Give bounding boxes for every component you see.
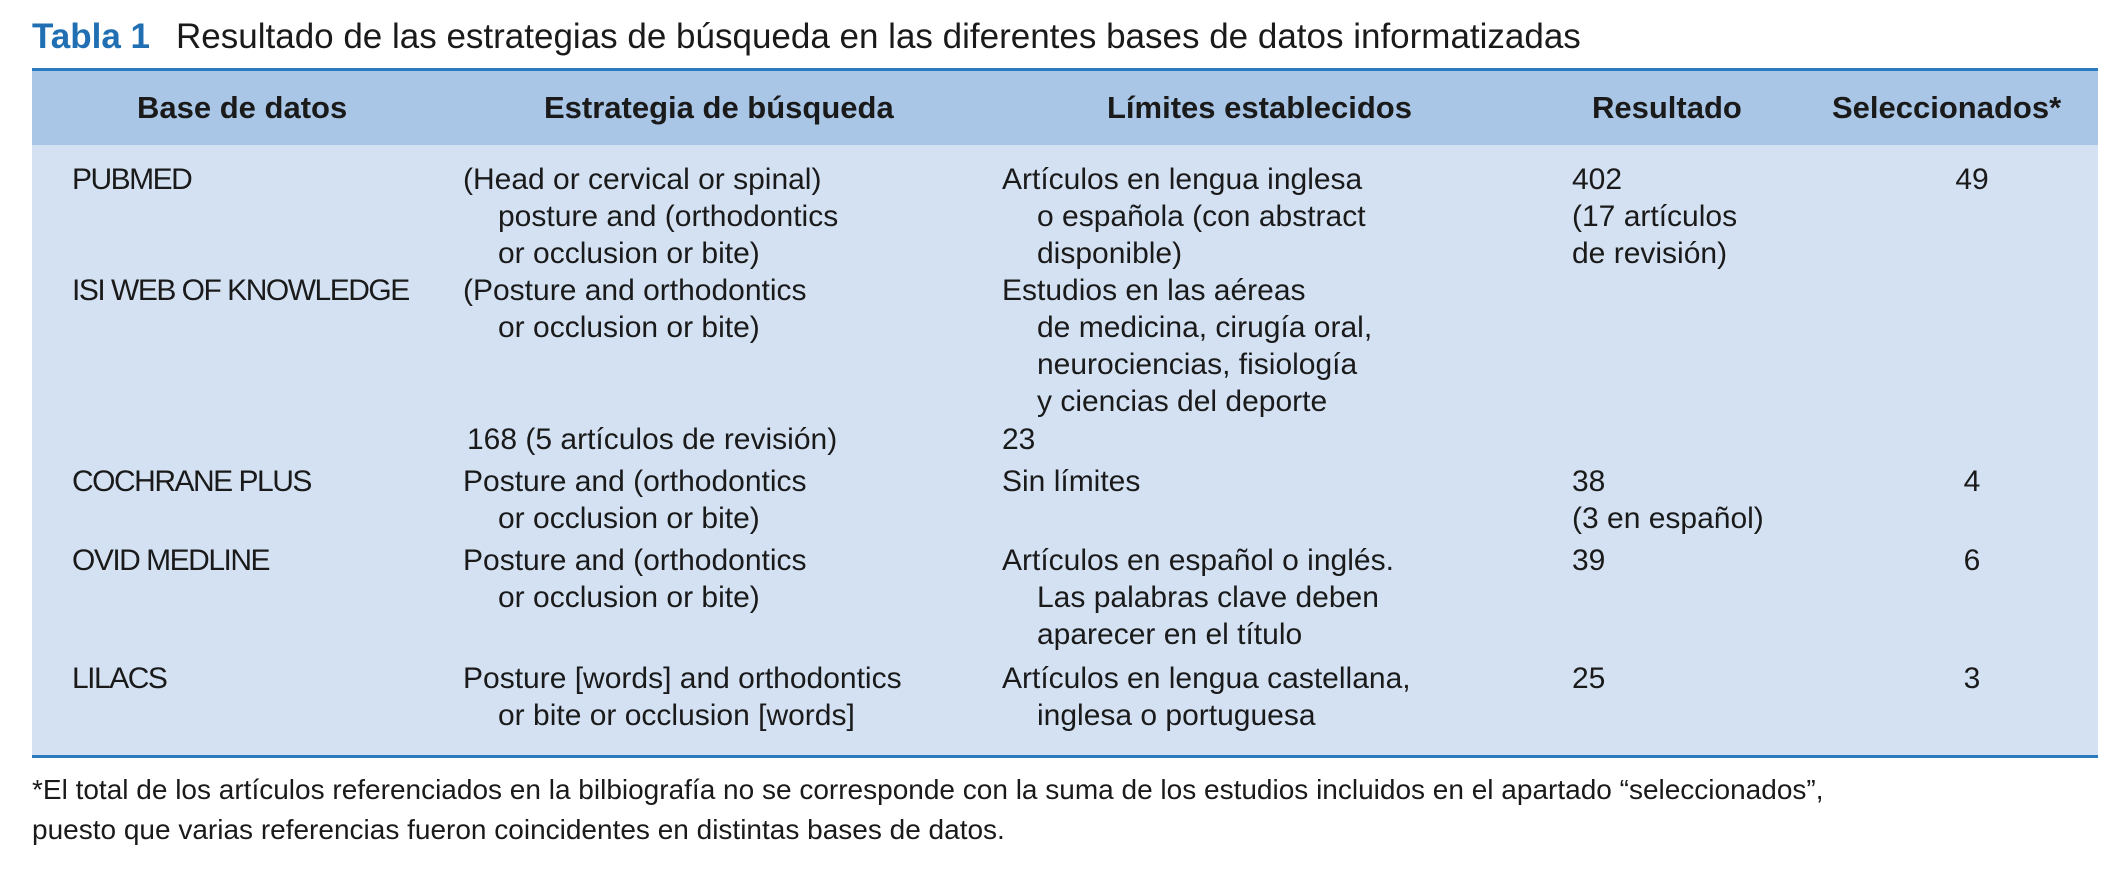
row-lilacs-result: 25 — [1572, 662, 1606, 695]
row-ovid-database: OVID MEDLINE — [72, 544, 270, 577]
row-ovid-selected: 6 — [1963, 544, 1981, 577]
table-label: Tabla 1 — [32, 17, 151, 56]
row-pubmed-limits: Artículos en lengua inglesa o española (con abstract disponible) — [1002, 163, 1366, 270]
row-pubmed-result: 402 (17 artículos de revisión) — [1572, 163, 1738, 270]
footnote-line: puesto que varias referencias fueron coincidentes en distintas bases de datos. — [32, 814, 1005, 845]
row-cochrane-strategy: Posture and (orthodontics or occlusion or bite) — [463, 465, 807, 535]
search-results-table — [32, 68, 2098, 758]
row-isi-strategy: (Posture and orthodontics or occlusion or bite) — [463, 274, 807, 344]
row-isi-database: ISI WEB OF KNOWLEDGE — [72, 274, 409, 307]
header-strategy: Estrategia de búsqueda — [544, 90, 894, 125]
table-caption — [32, 14, 1581, 60]
row-isi-continuation-strategy: 168 (5 artículos de revisión) — [467, 423, 838, 456]
row-lilacs-limits: Artículos en lengua castellana, inglesa o portuguesa — [1002, 662, 1411, 732]
table-footnote — [32, 770, 1824, 850]
header-selected: Seleccionados* — [1832, 90, 2062, 125]
row-ovid-strategy: Posture and (orthodontics or occlusion or bite) — [463, 544, 807, 614]
row-isi-continuation-limits: 23 — [1002, 423, 1036, 456]
row-cochrane-limits: Sin límites — [1002, 465, 1141, 498]
row-pubmed-database: PUBMED — [72, 163, 192, 196]
header-result: Resultado — [1592, 90, 1742, 125]
table-title: Resultado de las estrategias de búsqueda en las diferentes bases de datos informatizadas — [176, 17, 1581, 56]
row-lilacs-strategy: Posture [words] and orthodontics or bite or occlusion [words] — [463, 662, 902, 732]
row-cochrane-selected: 4 — [1963, 465, 1981, 498]
row-cochrane-result: 38 (3 en español) — [1572, 465, 1764, 535]
row-cochrane-database: COCHRANE PLUS — [72, 465, 311, 498]
row-ovid-result: 39 — [1572, 544, 1606, 577]
table-header-row — [32, 71, 2098, 145]
row-pubmed-strategy: (Head or cervical or spinal) posture and (orthodontics or occlusion or bite) — [463, 163, 839, 270]
row-lilacs-selected: 3 — [1963, 662, 1981, 695]
row-lilacs-database: LILACS — [72, 662, 167, 695]
row-ovid-limits: Artículos en español o inglés. Las palabras clave deben aparecer en el título — [1002, 544, 1394, 651]
row-isi-limits: Estudios en las aéreas de medicina, cirugía oral, neurociencias, fisiología y ciencias del deporte — [1002, 274, 1373, 418]
footnote-line: *El total de los artículos referenciados en la bilbiografía no se corresponde con la suma de los estudios incluidos en el apartado “seleccionados”, — [32, 774, 1824, 805]
header-limits: Límites establecidos — [1107, 90, 1412, 125]
header-database: Base de datos — [137, 90, 348, 125]
row-pubmed-selected: 49 — [1955, 163, 1989, 196]
